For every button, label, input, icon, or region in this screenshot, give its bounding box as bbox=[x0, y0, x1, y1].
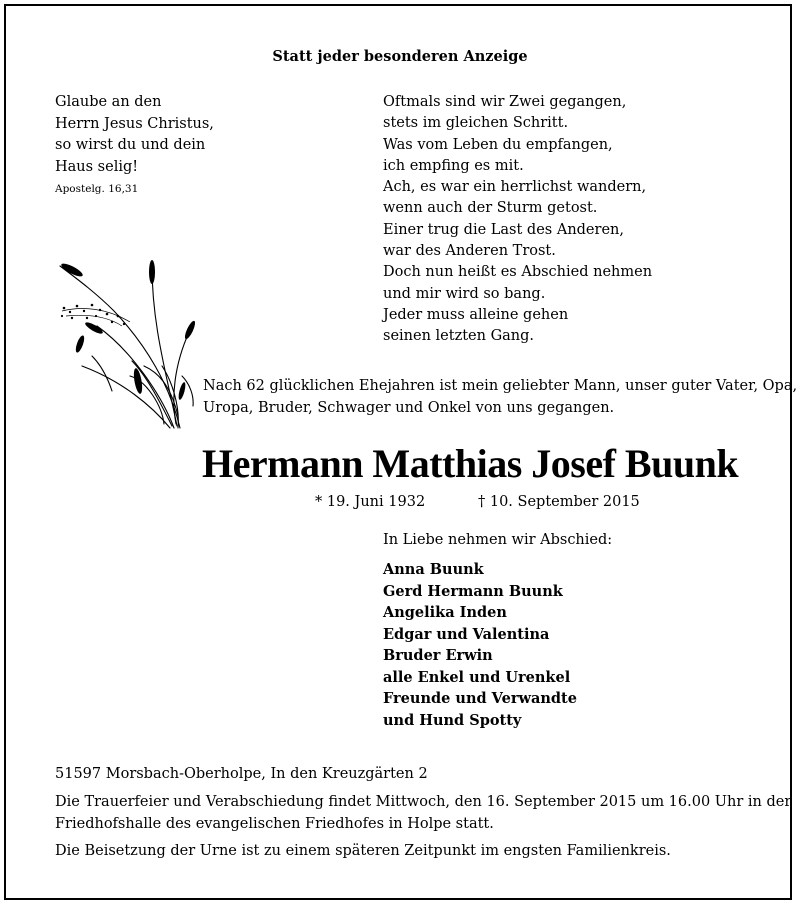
wheat-icon bbox=[52, 256, 197, 431]
notice-header: Statt jeder besonderen Anzeige bbox=[272, 48, 528, 65]
mourner: alle Enkel und Urenkel bbox=[383, 668, 571, 686]
poem-line: stets im gleichen Schritt. bbox=[383, 115, 569, 132]
poem-line: ich empfing es mit. bbox=[383, 157, 524, 174]
service-info bbox=[55, 792, 791, 835]
deceased-name: Hermann Matthias Josef Buunk bbox=[202, 441, 739, 486]
poem-line: war des Anderen Trost. bbox=[383, 243, 556, 260]
mourner: Anna Buunk bbox=[383, 561, 484, 578]
poem-line: Doch nun heißt es Abschied nehmen bbox=[383, 264, 653, 281]
faith-line: so wirst du und dein bbox=[55, 137, 206, 153]
poem-line: Jeder muss alleine gehen bbox=[383, 306, 569, 323]
faith-line: Herrn Jesus Christus, bbox=[55, 115, 214, 132]
address: 51597 Morsbach-Oberholpe, In den Kreuzgärten 2 bbox=[55, 766, 428, 782]
announcement-line: Uropa, Bruder, Schwager und Onkel von uns gegangen. bbox=[203, 399, 615, 416]
verse-reference: Apostelg. 16,31 bbox=[55, 183, 139, 195]
farewell-line: In Liebe nehmen wir Abschied: bbox=[383, 532, 613, 548]
mourner: Gerd Hermann Buunk bbox=[383, 582, 563, 600]
poem-line: Oftmals sind wir Zwei gegangen, bbox=[383, 94, 627, 110]
faith-line: Glaube an den bbox=[55, 94, 162, 110]
poem-line: seinen letzten Gang. bbox=[383, 328, 535, 345]
service-line: Friedhofshalle des evangelischen Friedhofes in Holpe statt. bbox=[55, 815, 494, 832]
burial-info: Die Beisetzung der Urne ist zu einem späteren Zeitpunkt im engsten Familienkreis. bbox=[55, 843, 671, 859]
service-line: Die Trauerfeier und Verabschiedung findet Mittwoch, den 16. September 2015 um 16.00 Uhr in der bbox=[55, 794, 792, 810]
mourner: Bruder Erwin bbox=[383, 647, 493, 664]
mourner: Angelika Inden bbox=[383, 604, 507, 621]
death-announcement bbox=[203, 376, 797, 419]
faith-line: Haus selig! bbox=[55, 158, 139, 175]
announcement-line: Nach 62 glücklichen Ehejahren ist mein geliebter Mann, unser guter Vater, Opa, bbox=[203, 378, 798, 394]
death-date: † 10. September 2015 bbox=[478, 494, 640, 510]
mourners-list bbox=[383, 559, 577, 731]
birth-date: * 19. Juni 1932 bbox=[315, 494, 426, 510]
poem-line: Ach, es war ein herrlichst wandern, bbox=[383, 179, 647, 196]
poem-line: wenn auch der Sturm getost. bbox=[383, 200, 598, 217]
mourner: Edgar und Valentina bbox=[383, 625, 550, 643]
mourner: und Hund Spotty bbox=[383, 711, 522, 729]
poem-line: Was vom Leben du empfangen, bbox=[383, 136, 613, 153]
poem-line: und mir wird so bang. bbox=[383, 285, 546, 302]
faith-verse bbox=[55, 92, 214, 198]
poem bbox=[383, 92, 652, 348]
poem-line: Einer trug die Last des Anderen, bbox=[383, 221, 624, 238]
mourner: Freunde und Verwandte bbox=[383, 690, 577, 707]
